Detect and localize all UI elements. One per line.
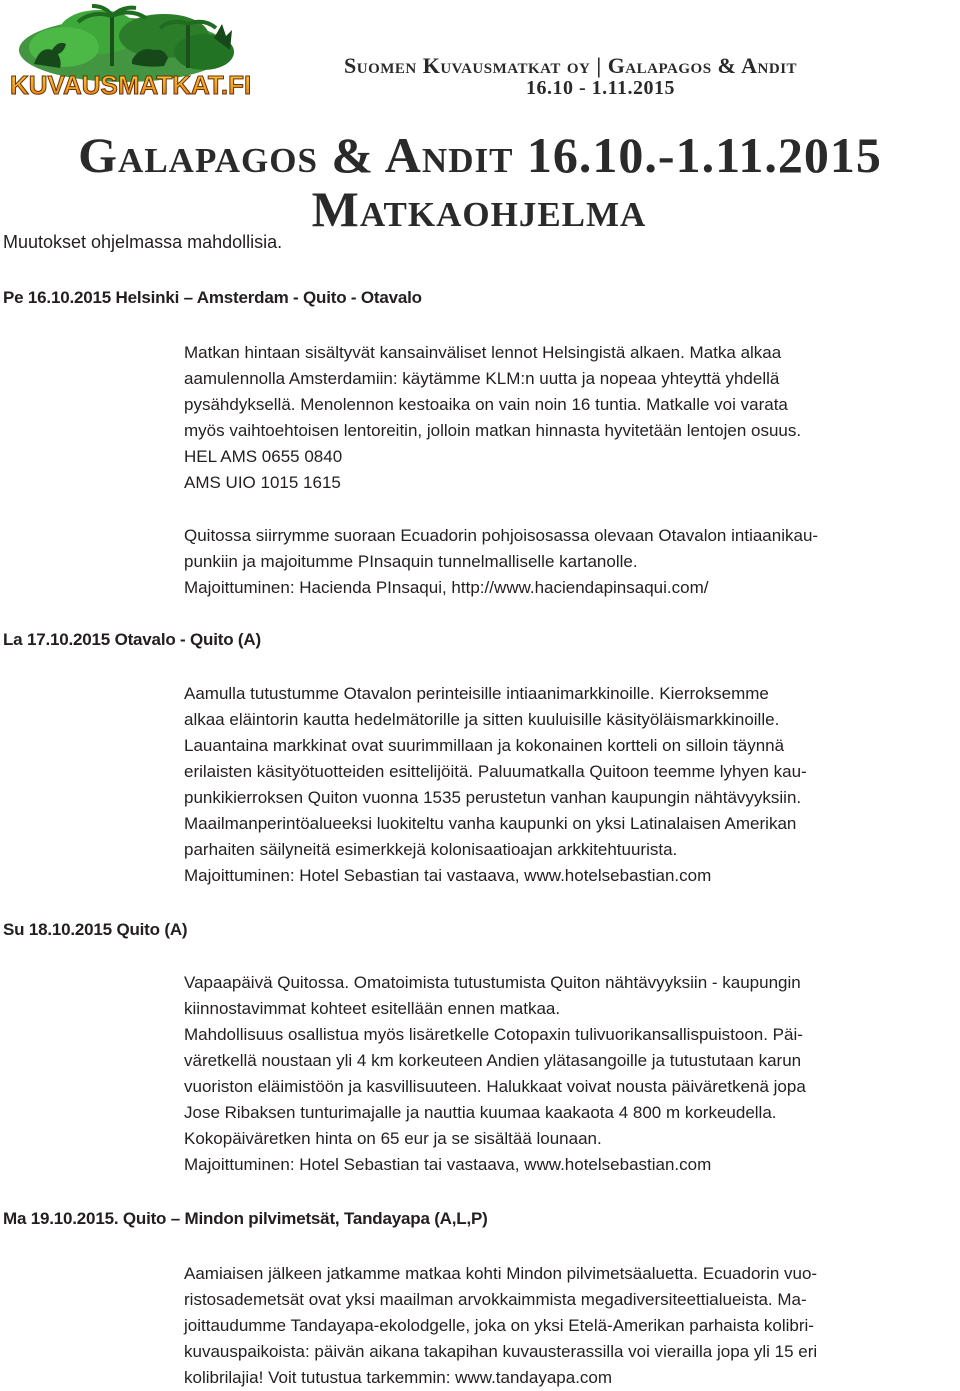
- flight-line: AMS UIO 1015 1615: [184, 473, 341, 492]
- text-line: Aamulla tutustumme Otavalon perinteisille intiaanimarkkinoille. Kierroksemme: [184, 684, 769, 703]
- changes-note: Muutokset ohjelmassa mahdollisia.: [3, 232, 283, 252]
- day-paragraph: [184, 523, 944, 601]
- text-line: erilaisten käsityötuotteiden esittelijöitä. Paluumatkalla Quitoon teemme lyhyen kau-: [184, 762, 807, 781]
- day-heading: Su 18.10.2015 Quito (A): [3, 920, 188, 939]
- text-line: Aamiaisen jälkeen jatkamme matkaa kohti Mindon pilvimetsäaluetta. Ecuadorin vuo-: [184, 1264, 818, 1283]
- text-line: pysähdyksellä. Menolennon kestoaika on vain noin 16 tuntia. Matkalle voi varata: [184, 395, 788, 414]
- text-line: Maailmanperintöalueeksi luokiteltu vanha kaupunki on yksi Latinalaisen Amerikan: [184, 814, 797, 833]
- text-line: parhaiten säilyneitä esimerkkejä kolonisaatioajan arkkitehtuurista.: [184, 840, 678, 859]
- day-paragraph: [184, 1261, 944, 1391]
- text-line: ristosademetsät ovat yksi maailman arvokkaimmista megadiversiteettialueista. Ma-: [184, 1290, 807, 1309]
- title-line-2: Matkaohjelma: [311, 181, 647, 237]
- text-line: Quitossa siirrymme suoraan Ecuadorin pohjoisosassa olevaan Otavalon intiaanikau-: [184, 526, 819, 545]
- text-line: Lauantaina markkinat ovat suurimmillaan ja kokonainen kortteli on silloin täynnä: [184, 736, 785, 755]
- text-line: myös vaihtoehtoisen lentoreitin, jolloin matkan hinnasta hyvitetään lentojen osuus.: [184, 421, 802, 440]
- title-line-1: Galapagos & Andit 16.10.-1.11.2015: [78, 127, 882, 183]
- text-line: väretkellä noustaan yli 4 km korkeuteen Andien ylätasangoille ja tutustutaan karun: [184, 1051, 802, 1070]
- day-heading: Pe 16.10.2015 Helsinki – Amsterdam - Quito - Otavalo: [3, 288, 422, 307]
- text-line: punkiin ja majoitumme PInsaquin tunnelmalliselle kartanolle.: [184, 552, 638, 571]
- text-line: kuvauspaikoista: päivän aikana takapihan kuvausterassilla voi vierailla jopa yli 15 eri: [184, 1342, 818, 1361]
- text-line: alkaa eläintorin kautta hedelmätorille ja sitten kuuluisille käsityöläismarkkinoille.: [184, 710, 780, 729]
- day-paragraph: [184, 340, 944, 496]
- day-paragraph: [184, 681, 944, 889]
- svg-text:KUVAUSMATKAT.FI: KUVAUSMATKAT.FI: [10, 70, 252, 100]
- header-company: Suomen Kuvausmatkat oy | Galapagos & Andit: [344, 53, 798, 78]
- kuvausmatkat-logo: [4, 2, 254, 102]
- day-heading: La 17.10.2015 Otavalo - Quito (A): [3, 630, 261, 649]
- text-line: joittaudumme Tandayapa-ekolodgelle, joka on yksi Etelä-Amerikan parhaista kolibri-: [184, 1316, 814, 1335]
- text-line: punkikierroksen Quiton vuonna 1535 perustetun vanhan kaupungin nähtävyyksiin.: [184, 788, 802, 807]
- accommodation-line: Majoittuminen: Hacienda PInsaqui, http://www.haciendapinsaqui.com/: [184, 578, 709, 597]
- accommodation-line: Majoittuminen: Hotel Sebastian tai vastaava, www.hotelsebastian.com: [184, 1155, 712, 1174]
- accommodation-line: Majoittuminen: Hotel Sebastian tai vastaava, www.hotelsebastian.com: [184, 866, 712, 885]
- text-line: Matkan hintaan sisältyvät kansainväliset lennot Helsingistä alkaen. Matka alkaa: [184, 343, 782, 362]
- text-line: aamulennolla Amsterdamiin: käytämme KLM:n uutta ja nopeaa yhteyttä yhdellä: [184, 369, 780, 388]
- text-line: Kokopäiväretken hinta on 65 eur ja se sisältää lounaan.: [184, 1129, 602, 1148]
- flight-line: HEL AMS 0655 0840: [184, 447, 343, 466]
- text-line: Jose Ribaksen tunturimajalle ja nauttia kuumaa kaakaota 4 800 m korkeudella.: [184, 1103, 777, 1122]
- day-heading: Ma 19.10.2015. Quito – Mindon pilvimetsät, Tandayapa (A,L,P): [3, 1209, 488, 1228]
- text-line: Vapaapäivä Quitossa. Omatoimista tutustumista Quiton nähtävyyksiin - kaupungin: [184, 973, 801, 992]
- page-title: [0, 128, 960, 236]
- text-line: Mahdollisuus osallistua myös lisäretkelle Cotopaxin tulivuorikansallispuistoon. Päi-: [184, 1025, 803, 1044]
- text-line: kiinnostavimmat kohteet esitellään ennen matkaa.: [184, 999, 561, 1018]
- text-line: vuoriston eläimistöön ja kasvillisuuteen. Halukkaat voivat nousta päiväretkenä jopa: [184, 1077, 806, 1096]
- text-line: kolibrilajia! Voit tutustua tarkemmin: www.tandayapa.com: [184, 1368, 613, 1387]
- header-dates: 16.10 - 1.11.2015: [526, 77, 676, 99]
- day-paragraph: [184, 970, 944, 1178]
